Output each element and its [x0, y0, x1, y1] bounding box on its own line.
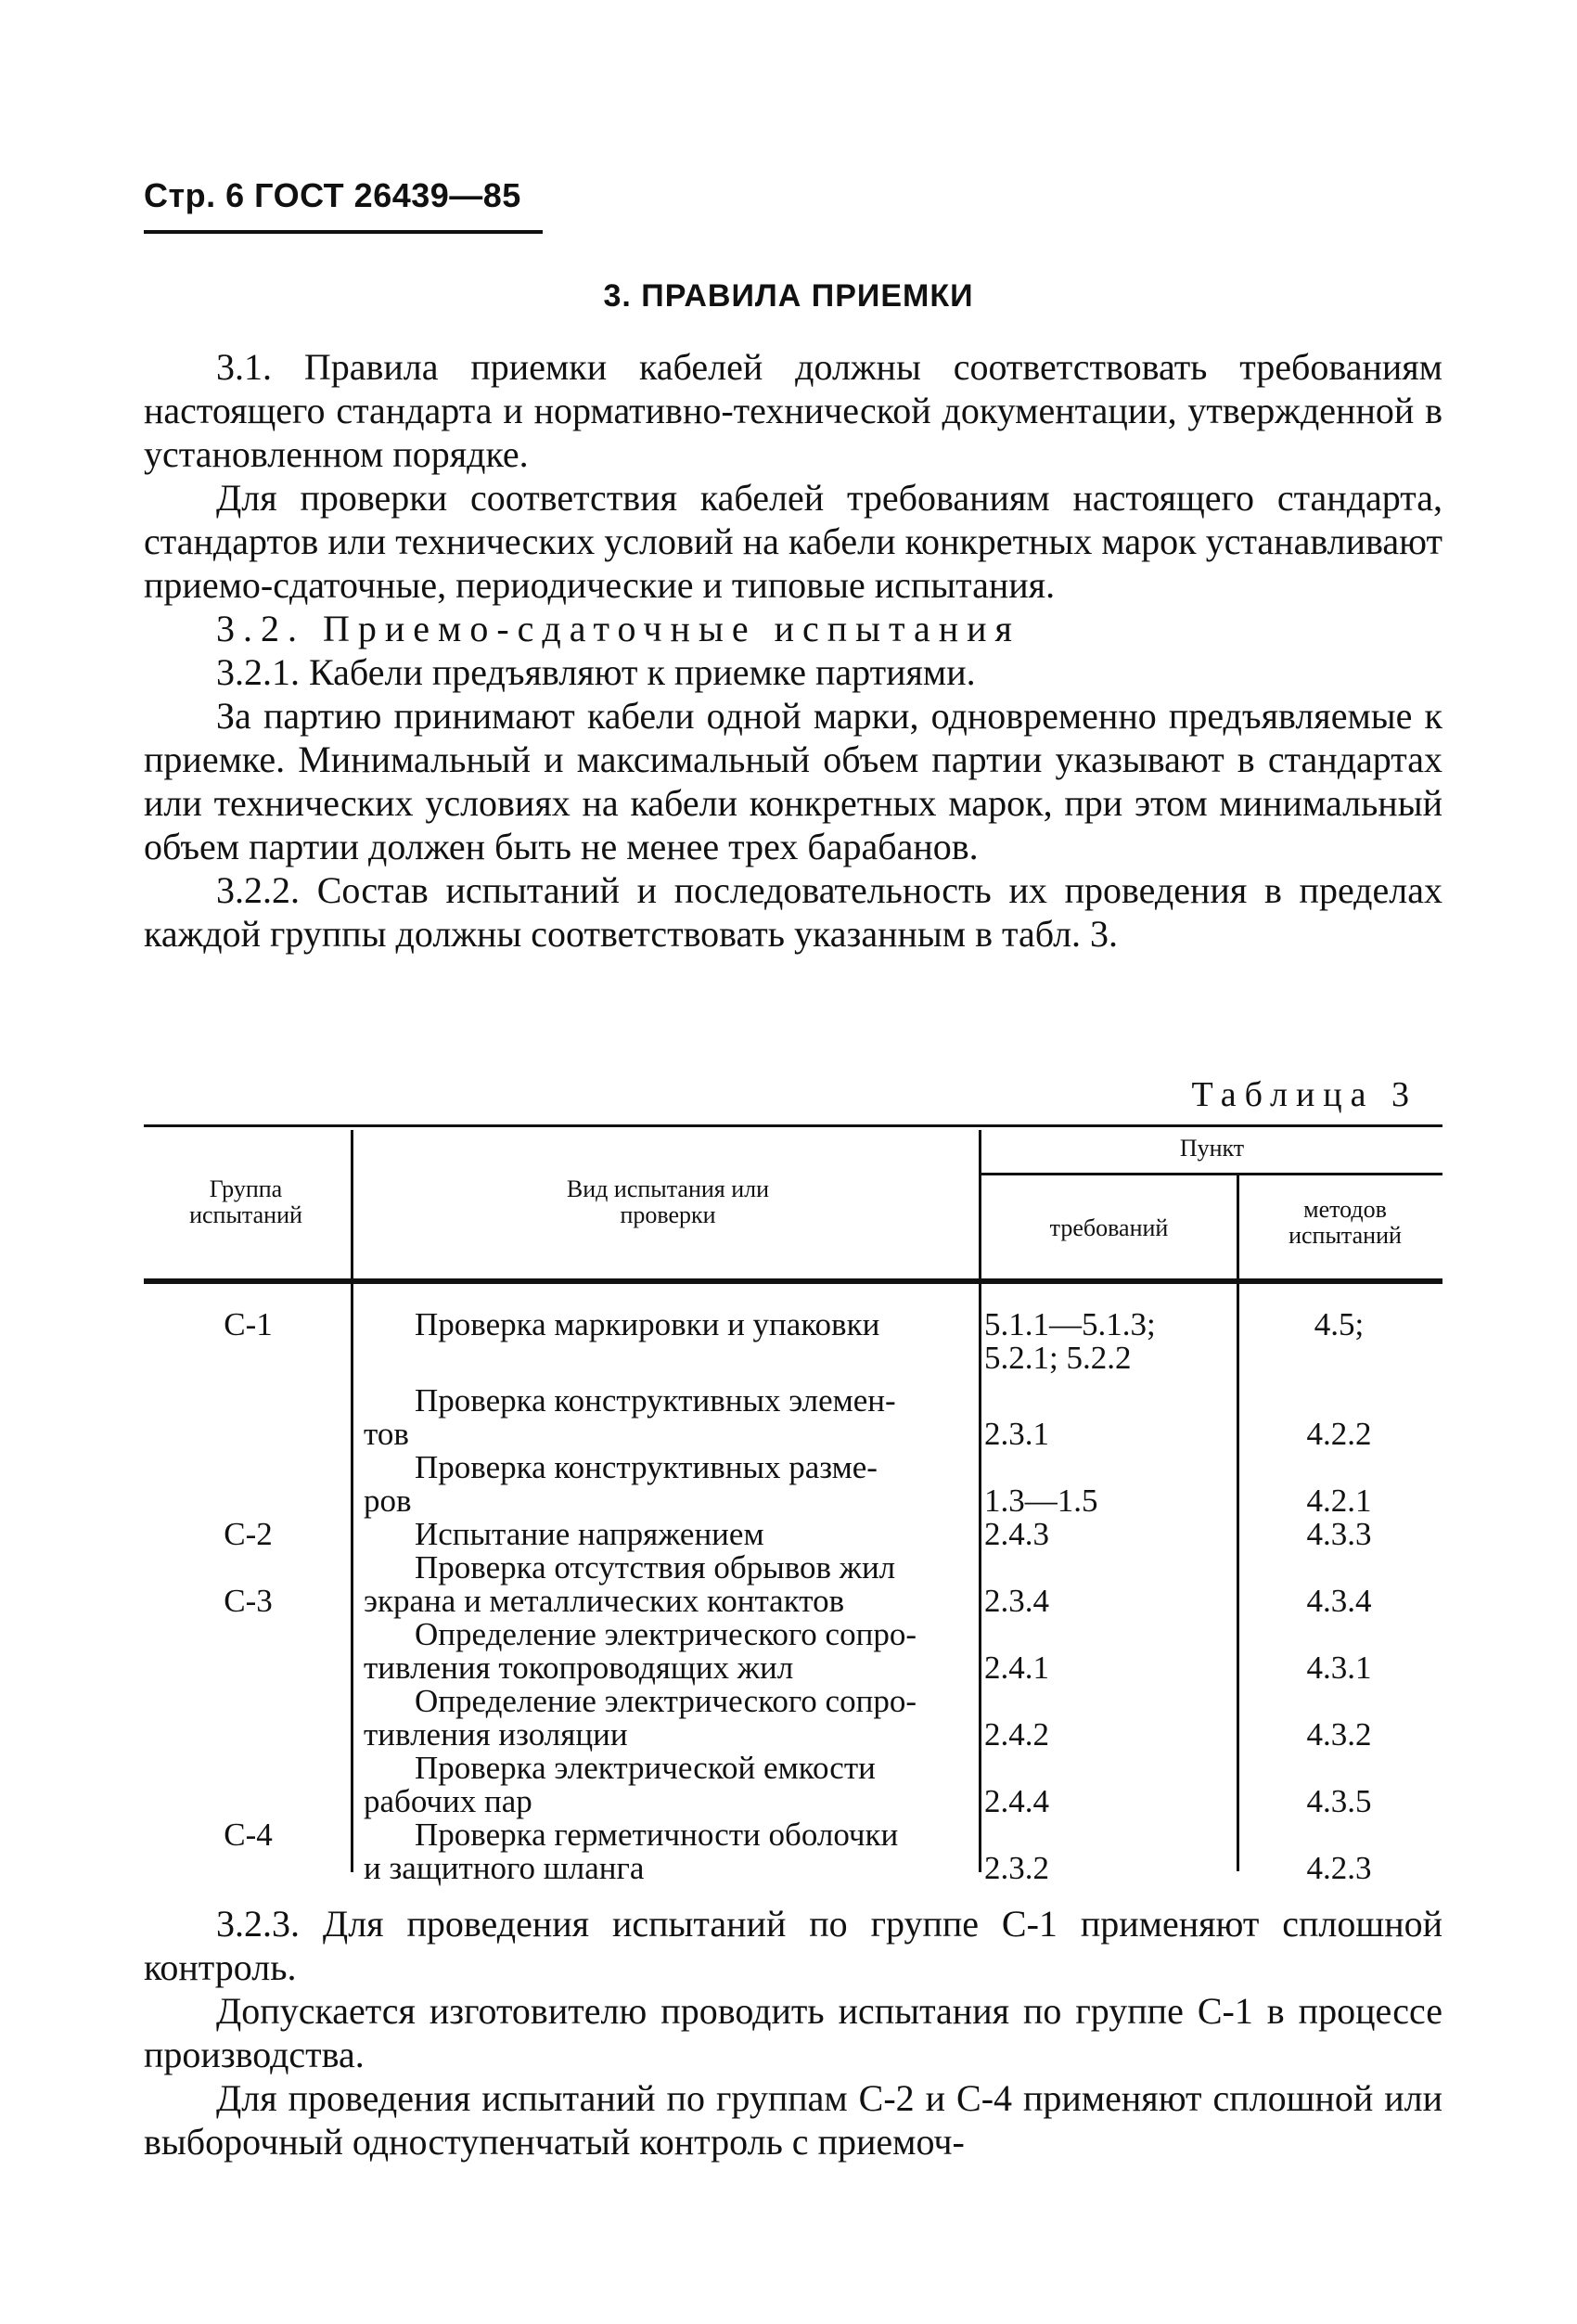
- table-top-rule: [144, 1124, 1442, 1127]
- cell-requirements: 1.3—1.5: [984, 1483, 1098, 1519]
- cell-methods: 4.2.2: [1306, 1416, 1372, 1452]
- paragraph-3-2-3: 3.2.3. Для проведения испытаний по группе С-1 применяют сплошной контроль.: [144, 1903, 1442, 1988]
- paragraph-3-1: 3.1. Правила приемки кабелей должны соответствовать требованиям настоящего стандарта и нормативно-технической документации, утвержденной в установленном порядке.: [144, 346, 1442, 475]
- header-clause: Пункт: [1179, 1135, 1245, 1162]
- cell-group: [144, 1384, 353, 1451]
- cell-test-name: Проверка конструктивных элемен- тов: [364, 1382, 896, 1452]
- cell-group: [144, 1618, 353, 1685]
- cell-requirements: 2.3.4: [984, 1583, 1049, 1619]
- table-caption: Таблица 3: [1191, 1075, 1417, 1114]
- table-row: [144, 1818, 1442, 1885]
- header-test-type: Вид испытания или проверки: [566, 1175, 770, 1228]
- cell-methods: 4.5;: [1314, 1306, 1365, 1342]
- cell-test-name: Проверка отсутствия обрывов жил экрана и металлических контактов: [364, 1549, 896, 1619]
- cell-requirements: 5.1.1—5.1.3; 5.2.1; 5.2.2: [984, 1306, 1156, 1376]
- table-row: [144, 1451, 1442, 1518]
- table-body: [144, 1308, 1442, 1885]
- cell-requirements: 2.3.1: [984, 1416, 1049, 1452]
- cell-requirements: 2.3.2: [984, 1850, 1049, 1886]
- cell-group: [144, 1451, 353, 1518]
- body-text-bottom: [144, 1902, 1442, 2164]
- paragraph-sampling: Для проведения испытаний по группам С-2 и С-4 применяют сплошной или выборочный одноступенчатый контроль с приемоч-: [144, 2077, 1442, 2163]
- table-row: [144, 1551, 1442, 1618]
- page-header: Стр. 6 ГОСТ 26439—85: [144, 176, 543, 234]
- cell-methods: 4.3.5: [1306, 1783, 1372, 1819]
- header-group: Группа испытаний: [189, 1175, 302, 1228]
- section-title: 3. ПРАВИЛА ПРИЕМКИ: [603, 278, 974, 314]
- cell-group: [144, 1752, 353, 1818]
- paragraph-3-2-1: 3.2.1. Кабели предъявляют к приемке партиями.: [216, 651, 976, 693]
- cell-requirements: 2.4.2: [984, 1716, 1049, 1753]
- body-text-top: [144, 345, 1442, 956]
- table-row: [144, 1618, 1442, 1685]
- cell-methods: 4.3.4: [1306, 1583, 1372, 1619]
- table-row: [144, 1752, 1442, 1818]
- cell-group: С-3: [224, 1583, 273, 1619]
- cell-group: С-1: [224, 1306, 273, 1342]
- cell-requirements: 2.4.3: [984, 1516, 1049, 1552]
- cell-test-name: Проверка электрической емкости рабочих пар: [364, 1750, 876, 1819]
- paragraph-tests-intro: Для проверки соответствия кабелей требованиям настоящего стандарта, стандартов или технических условий на кабели конкретных марок устанавливают приемо-сдаточные, периодические и типовые испытания.: [144, 477, 1442, 606]
- cell-methods: 4.2.1: [1306, 1483, 1372, 1519]
- cell-group: С-2: [224, 1516, 273, 1552]
- cell-methods: 4.3.1: [1306, 1650, 1372, 1686]
- cell-test-name: Проверка конструктивных разме- ров: [364, 1449, 878, 1519]
- cell-test-name: Испытание напряжением: [415, 1516, 764, 1552]
- cell-requirements: 2.4.4: [984, 1783, 1049, 1819]
- paragraph-batch: За партию принимают кабели одной марки, одновременно предъявляемые к приемке. Минимальный и максимальный объем партии указывают в стандартах или технических условиях на кабели конкретных марок, при этом минимальный объем партии должен быть не менее трех барабанов.: [144, 695, 1442, 867]
- cell-test-name: Определение электрического сопро- тивления изоляции: [364, 1683, 917, 1753]
- cell-test-name: Проверка маркировки и упаковки: [415, 1306, 880, 1342]
- table-row: [144, 1308, 1442, 1384]
- cell-methods: 4.3.2: [1306, 1716, 1372, 1753]
- paragraph-3-2-heading: 3.2. Приемо-сдаточные испытания: [216, 608, 1020, 649]
- cell-test-name: Определение электрического сопро- тивления токопроводящих жил: [364, 1616, 917, 1686]
- header-methods: методов испытаний: [1289, 1196, 1402, 1249]
- table-row: [144, 1384, 1442, 1451]
- table-row: [144, 1518, 1442, 1551]
- cell-test-name: Проверка герметичности оболочки и защитного шланга: [364, 1817, 899, 1886]
- cell-group: [144, 1685, 353, 1752]
- cell-methods: 4.3.3: [1306, 1516, 1372, 1552]
- cell-group: С-4: [224, 1817, 273, 1853]
- header-subrule: [981, 1173, 1442, 1175]
- header-requirements: требований: [1049, 1214, 1169, 1241]
- cell-requirements: 2.4.1: [984, 1650, 1049, 1686]
- paragraph-3-2-2: 3.2.2. Состав испытаний и последовательность их проведения в пределах каждой группы должны соответствовать указанным в табл. 3.: [144, 869, 1442, 955]
- table-header-bottom-rule: [144, 1278, 1442, 1284]
- paragraph-allowed: Допускается изготовителю проводить испытания по группе С-1 в процессе производства.: [144, 1990, 1442, 2075]
- table-row: [144, 1685, 1442, 1752]
- cell-methods: 4.2.3: [1306, 1850, 1372, 1886]
